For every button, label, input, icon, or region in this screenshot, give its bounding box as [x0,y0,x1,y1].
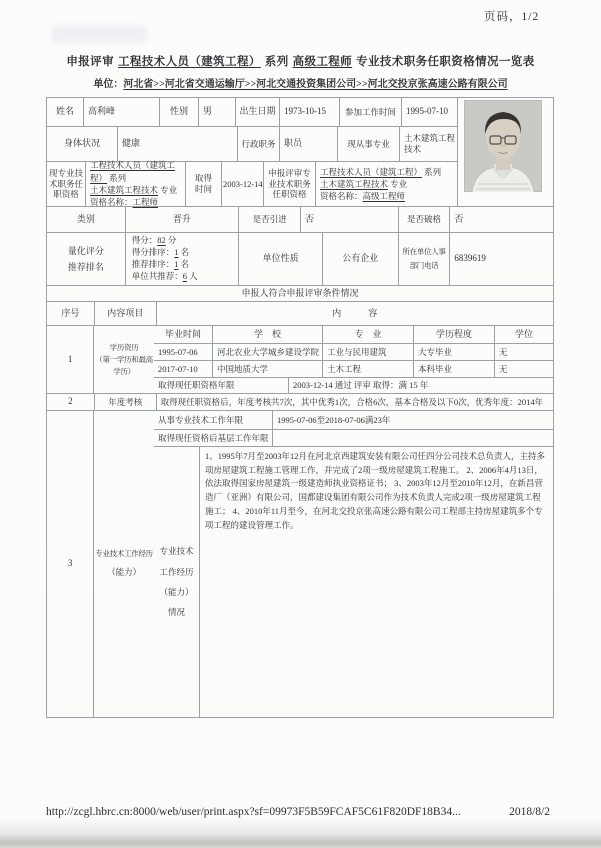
page-number: 页码，1/2 [484,11,540,23]
education-grid [154,326,553,393]
category-value: 晋升 [125,207,239,232]
category-label: 类别 [76,213,95,224]
grid-header-grad-time: 毕业时间 [164,328,201,339]
education-seq: 1 [67,353,73,364]
exception-value: 否 [449,207,553,232]
tenure-value: 2003-12-14 通过 评审 取得：满 15 年 [288,378,553,393]
item-header: 内容项目 [94,302,156,325]
score-line: 单位共推荐：6 人 [131,270,198,281]
row-cond-header [47,301,553,325]
portrait-photo [464,100,542,192]
org-type-value: 公有企业 [322,233,398,285]
annual-text: 取得现任职资格后，年度考核共7次，其中优秀1次，合格6次，基本合格及以下0次，优秀年度：2014年 [156,394,553,410]
content-header: 内 容 [156,302,553,325]
health-label: 身体状况 [63,138,100,149]
score-line: 得分：82 分 [131,235,177,246]
hr-phone-value: 6839619 [449,233,553,285]
annual-item-label: 年度考核 [94,394,156,410]
current-qual-label: 现专业技术职务任职资格 [48,168,83,200]
name-value: 高利峰 [83,98,159,126]
import-label: 是否引进 [238,207,300,232]
unit-value: 河北省>>河北省交通运输厅>>河北交通投资集团公司>>河北交投京张高速公路有限公司 [123,79,508,90]
profession-value: 土木建筑工程技术 [399,127,457,161]
name-label: 姓名 [55,106,74,117]
current-major: 土木建筑工程技术 [90,185,159,195]
education-tenure-row [154,377,553,393]
grassroots-years-row [154,429,553,446]
tenure-label: 取得现任职资格年限 [158,380,235,391]
exception-label: 是否破格 [398,207,450,232]
birth-label: 出生日期 [235,98,279,126]
main-table [46,97,554,718]
current-major-suffix: 专业 [160,185,178,195]
row-education [47,325,553,393]
row-annual-review [47,393,553,410]
education-item-label: 学历资历 （第一学历和最高 学历） [93,326,154,393]
declare-major-suffix: 专业 [390,178,408,189]
education-grid-row: 2017-07-10 中国地质大学 土木工程 本科毕业 无 [154,360,553,377]
current-series: 工程技术人员（建筑工程） [90,160,176,183]
grid-header-school: 学 校 [212,326,322,343]
experience-seq: 3 [67,558,73,569]
annual-seq: 2 [68,396,73,407]
row-experience [47,410,553,717]
acquire-time-label: 取得 时间 [185,162,221,206]
work-years-row [154,411,553,429]
import-value: 否 [300,207,398,232]
birth-value: 1973-10-15 [279,98,339,126]
admin-post-label: 行政职务 [237,127,279,161]
current-series-suffix: 系列 [109,172,127,183]
grid-header-major: 专 业 [322,326,413,343]
declare-series: 工程技术人员（建筑工程） [320,166,423,177]
row-qualification [47,161,457,206]
org-type-label: 单位性质 [238,233,322,285]
page-title [0,53,601,69]
score-line: 得分排序：1 名 [131,247,190,258]
experience-detail-text: 1、1995年7月至2003年12月在河北京西建筑安装有限公司任四分公司技术总负责人，主持多项房屋建筑工程施工管理工作，并完成了2项一级房屋建筑工程施工。 2、2006年4月13日，依法取得国家房屋建筑一级建造师执业资格证书； 3、2003年12月至2010年12月，在新昌营造厂（亚洲）有限公司，国都建设集团有限公司作为技术负责人完成2项一级房屋建筑工程施工； 4、2010年11月至今，在河北交投京张高速公路有限公司工程部主持房屋建筑多个专项工程的建设管理工作。 [205,450,546,530]
seq-header: 序号 [61,307,80,318]
current-name-label: 资格名称： [90,197,133,208]
print-footer [46,806,550,818]
title-suffix: 专业技术职务任职资格情况一览表 [356,56,535,68]
unit-line [0,75,601,90]
basic-info-band [47,98,553,206]
experience-grid [154,411,553,717]
unit-label: 单位： [93,79,124,90]
health-value: 健康 [117,127,237,161]
declare-name-value: 高级工程师 [362,191,406,202]
footer-date: 2018/8/2 [509,806,550,818]
grassroots-value [272,430,553,446]
declare-series-suffix: 系列 [424,166,442,177]
title-series: 工程技术人员（建筑工程） [117,56,261,68]
admin-post-value: 职员 [279,127,337,161]
work-years-label: 从事专业技术工作年限 [158,414,244,425]
grassroots-label: 取得现任资格后基层工作年限 [158,432,269,443]
footer-url: http://zcgl.hbrc.cn:8000/web/user/print.aspx?sf=09973F5B59FCAF5C61F820DF18B34... [46,806,461,818]
scan-artifact [52,26,147,42]
join-work-label: 参加工作时间 [339,98,401,126]
row-health [47,126,457,161]
grid-header-degree-level: 学历程度 [413,326,494,343]
row-category [47,206,553,232]
declare-qual-value [315,162,457,206]
row-score [47,232,553,285]
grid-header-degree: 学位 [494,326,553,343]
score-rank-label: 量化评分 推荐排名 [67,245,104,272]
row-name [47,98,457,126]
experience-detail-row [154,446,553,717]
photo-cell [457,98,553,206]
declare-qual-label: 申报评审专业技术职务任职资格 [263,162,315,206]
title-mid: 系列 [264,56,289,68]
education-grid-row: 1995-07-06 河北农业大学城乡建设学院 工业与民用建筑 大专毕业 无 [154,343,553,361]
work-years-value: 1995-07-06至2018-07-06满23年 [272,411,553,429]
gender-value: 男 [198,98,235,126]
gender-label: 性别 [159,98,198,126]
join-work-value: 1995-07-10 [401,98,457,126]
education-grid-header [154,326,553,343]
title-prefix: 申报评审 [66,56,114,68]
conditions-section-header: 申报人符合申报评审条件情况 [47,285,553,301]
title-level: 高级工程师 [292,56,353,68]
current-qual-value [85,162,185,206]
declare-name-label: 资格名称： [320,191,363,202]
profession-label: 现从事专业 [337,127,399,161]
score-line: 推荐排序：1 名 [131,259,190,269]
experience-detail-label: 专业技术 工作经历 （能力） 情况 [159,546,194,618]
current-name-value: 工程师 [132,197,159,208]
hr-phone-label: 所在单位人事部门电话 [398,233,450,285]
acquire-time-value: 2003-12-14 [221,162,263,206]
score-lines [125,233,239,285]
experience-item-label: 专业技术工作经历 （能力） [93,411,154,717]
declare-major: 土木建筑工程技术 [320,178,389,189]
